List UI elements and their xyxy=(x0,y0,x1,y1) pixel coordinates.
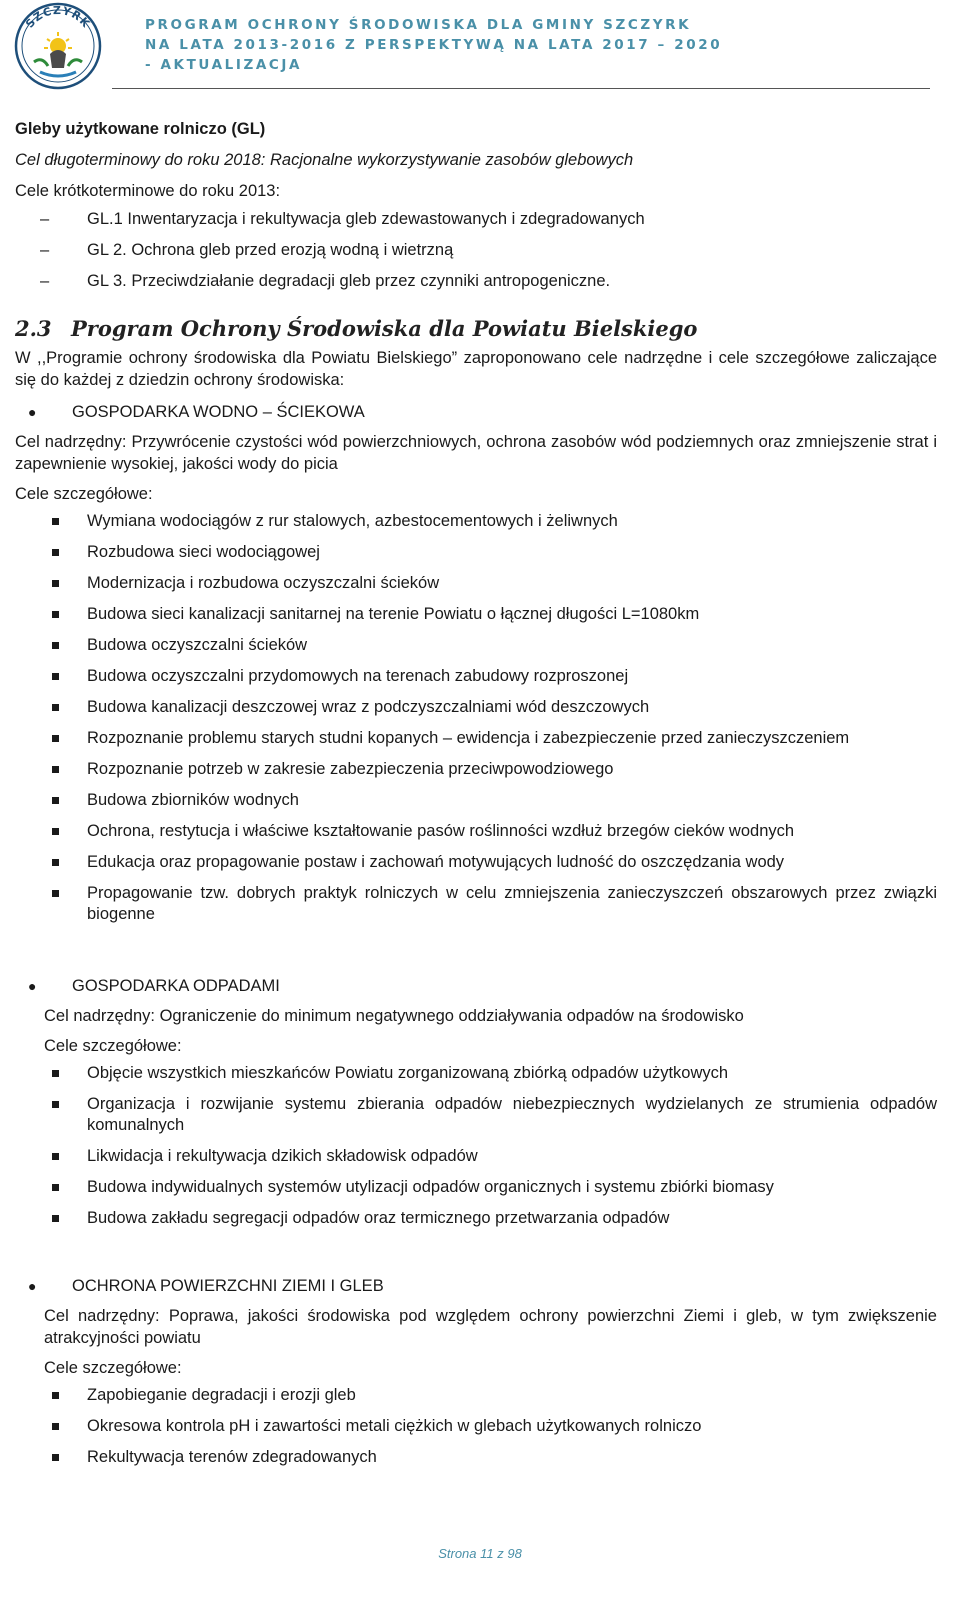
list-item-text: GL 3. Przeciwdziałanie degradacji gleb przez czynniki antropogeniczne. xyxy=(87,272,611,290)
list-item xyxy=(15,883,937,925)
list-item-text: Rozbudowa sieci wodociągowej xyxy=(87,543,320,561)
list-item xyxy=(15,1385,937,1406)
dash-marker: – xyxy=(40,241,50,259)
detailed-goals-label: Cele szczegółowe: xyxy=(15,485,153,503)
list-item xyxy=(15,604,937,625)
topic-goal: Cel nadrzędny: Przywrócenie czystości wód powierzchniowych, ochrona zasobów wód podziemnych oraz zmniejszenie strat i zapewnienie wysokiej, jakości wody do picia xyxy=(15,433,937,473)
section-heading xyxy=(15,316,937,341)
square-bullet-icon xyxy=(52,859,59,866)
list-item xyxy=(15,208,937,230)
list-item-text: Rozpoznanie potrzeb w zakresie zabezpieczenia przeciwpowodziowego xyxy=(87,760,614,778)
list-item-text: Budowa zbiorników wodnych xyxy=(87,791,299,809)
square-bullet-icon xyxy=(52,1454,59,1461)
list-item-text: Organizacja i rozwijanie systemu zbierania odpadów niebezpiecznych wydzielanych ze strumienia odpadów komunalnych xyxy=(87,1095,937,1134)
list-item xyxy=(15,759,937,780)
header-title-line3: - AKTUALIZACJA xyxy=(145,57,303,73)
spacer xyxy=(15,935,937,965)
topic-goal: Cel nadrzędny: Ograniczenie do minimum negatywnego oddziaływania odpadów na środowisko xyxy=(44,1007,744,1025)
list-item xyxy=(15,270,937,292)
header-title-line1: PROGRAM OCHRONY ŚRODOWISKA DLA GMINY SZCZYRK xyxy=(145,17,692,33)
bullet-icon: ● xyxy=(28,1278,37,1294)
list-item xyxy=(15,1177,937,1198)
list-item-text: Rozpoznanie problemu starych studni kopanych – ewidencja i zabezpieczenie przed zanieczyszczeniem xyxy=(87,729,850,747)
square-bullet-icon xyxy=(52,642,59,649)
section-number: 2.3 xyxy=(15,316,52,341)
list-item xyxy=(15,1146,937,1167)
square-bullet-icon xyxy=(52,766,59,773)
topic-name: GOSPODARKA WODNO – ŚCIEKOWA xyxy=(72,403,365,421)
list-item xyxy=(15,573,937,594)
square-bullet-icon xyxy=(52,735,59,742)
list-item-text: Rekultywacja terenów zdegradowanych xyxy=(87,1448,377,1466)
list-item-text: Likwidacja i rekultywacja dzikich składowisk odpadów xyxy=(87,1147,478,1165)
gl-short-term-label: Cele krótkoterminowe do roku 2013: xyxy=(15,182,281,200)
list-item xyxy=(15,635,937,656)
square-bullet-icon xyxy=(52,1184,59,1191)
szczyrk-logo xyxy=(14,2,102,90)
list-item xyxy=(15,1063,937,1084)
list-item xyxy=(15,697,937,718)
list-item-text: Budowa oczyszczalni przydomowych na terenach zabudowy rozproszonej xyxy=(87,667,629,685)
section-intro: W ,,Programie ochrony środowiska dla Powiatu Bielskiego” zaproponowano cele nadrzędne i cele szczegółowe zaliczające się do każdej z dziedzin ochrony środowiska: xyxy=(15,349,937,389)
list-item xyxy=(15,542,937,563)
topic-heading-soil xyxy=(15,1275,937,1297)
gl-long-term-goal: Cel długoterminowy do roku 2018: Racjonalne wykorzystywanie zasobów glebowych xyxy=(15,151,634,169)
header-divider xyxy=(112,88,930,89)
list-item-text: Budowa zakładu segregacji odpadów oraz termicznego przetwarzania odpadów xyxy=(87,1209,670,1227)
square-bullet-icon xyxy=(52,580,59,587)
topic-name: OCHRONA POWIERZCHNI ZIEMI I GLEB xyxy=(72,1277,384,1295)
page-number: Strona 11 z 98 xyxy=(438,1546,522,1561)
list-item xyxy=(15,239,937,261)
square-bullet-icon xyxy=(52,1070,59,1077)
list-item xyxy=(15,1416,937,1437)
square-bullet-icon xyxy=(52,518,59,525)
topic-goal: Cel nadrzędny: Poprawa, jakości środowiska pod względem ochrony powierzchni Ziemi i gleb, w tym zwiększenie atrakcyjności powiatu xyxy=(44,1307,937,1347)
detailed-goals-label: Cele szczegółowe: xyxy=(44,1037,182,1055)
list-item-text: GL 2. Ochrona gleb przed erozją wodną i wietrzną xyxy=(87,241,454,259)
dash-marker: – xyxy=(40,210,50,228)
square-bullet-icon xyxy=(52,549,59,556)
list-item xyxy=(15,1447,937,1468)
list-item-text: Objęcie wszystkich mieszkańców Powiatu zorganizowaną zbiórką odpadów użytkowych xyxy=(87,1064,729,1082)
list-item xyxy=(15,1094,937,1136)
waste-goal-list xyxy=(15,1063,937,1229)
list-item xyxy=(15,1208,937,1229)
square-bullet-icon xyxy=(52,1423,59,1430)
list-item-text: GL.1 Inwentaryzacja i rekultywacja gleb zdewastowanych i zdegradowanych xyxy=(87,210,645,228)
gl-heading: Gleby użytkowane rolniczo (GL) xyxy=(15,120,266,138)
document-body xyxy=(15,117,937,1478)
bullet-icon: ● xyxy=(28,404,37,420)
spacer xyxy=(15,1239,937,1265)
list-item xyxy=(15,852,937,873)
list-item xyxy=(15,790,937,811)
list-item xyxy=(15,666,937,687)
page-header xyxy=(0,0,960,90)
square-bullet-icon xyxy=(52,797,59,804)
list-item-text: Wymiana wodociągów z rur stalowych, azbestocementowych i żeliwnych xyxy=(87,512,618,530)
square-bullet-icon xyxy=(52,1392,59,1399)
gl-goal-list xyxy=(15,208,937,292)
list-item-text: Modernizacja i rozbudowa oczyszczalni ścieków xyxy=(87,574,440,592)
list-item-text: Zapobieganie degradacji i erozji gleb xyxy=(87,1386,356,1404)
list-item-text: Okresowa kontrola pH i zawartości metali ciężkich w glebach użytkowanych rolniczo xyxy=(87,1417,702,1435)
header-title-line2: NA LATA 2013-2016 Z PERSPEKTYWĄ NA LATA 2017 – 2020 xyxy=(145,37,723,53)
square-bullet-icon xyxy=(52,828,59,835)
bullet-icon: ● xyxy=(28,978,37,994)
soil-goal-list xyxy=(15,1385,937,1468)
list-item xyxy=(15,821,937,842)
topic-heading-water xyxy=(15,401,937,423)
square-bullet-icon xyxy=(52,890,59,897)
list-item-text: Budowa sieci kanalizacji sanitarnej na terenie Powiatu o łącznej długości L=1080km xyxy=(87,605,700,623)
square-bullet-icon xyxy=(52,673,59,680)
header-titles xyxy=(145,15,722,75)
square-bullet-icon xyxy=(52,1101,59,1108)
detailed-goals-label: Cele szczegółowe: xyxy=(44,1359,182,1377)
section-title: Program Ochrony Środowiska dla Powiatu Bielskiego xyxy=(71,316,698,341)
square-bullet-icon xyxy=(52,611,59,618)
list-item-text: Ochrona, restytucja i właściwe kształtowanie pasów roślinności wzdłuż brzegów cieków wodnych xyxy=(87,822,795,840)
list-item-text: Budowa kanalizacji deszczowej wraz z podczyszczalniami wód deszczowych xyxy=(87,698,650,716)
list-item-text: Budowa oczyszczalni ścieków xyxy=(87,636,308,654)
topic-heading-waste xyxy=(15,975,937,997)
list-item-text: Propagowanie tzw. dobrych praktyk rolniczych w celu zmniejszenia zanieczyszczeń obszarowych przez związki biogenne xyxy=(87,884,937,923)
topic-name: GOSPODARKA ODPADAMI xyxy=(72,977,280,995)
square-bullet-icon xyxy=(52,1153,59,1160)
square-bullet-icon xyxy=(52,1215,59,1222)
dash-marker: – xyxy=(40,272,50,290)
list-item-text: Edukacja oraz propagowanie postaw i zachowań motywujących ludność do oszczędzania wody xyxy=(87,853,785,871)
water-goal-list xyxy=(15,511,937,925)
list-item xyxy=(15,511,937,532)
logo-text: SZCZYRK xyxy=(23,3,93,31)
square-bullet-icon xyxy=(52,704,59,711)
list-item-text: Budowa indywidualnych systemów utylizacji odpadów organicznych i systemu zbiórki biomasy xyxy=(87,1178,774,1196)
list-item xyxy=(15,728,937,749)
